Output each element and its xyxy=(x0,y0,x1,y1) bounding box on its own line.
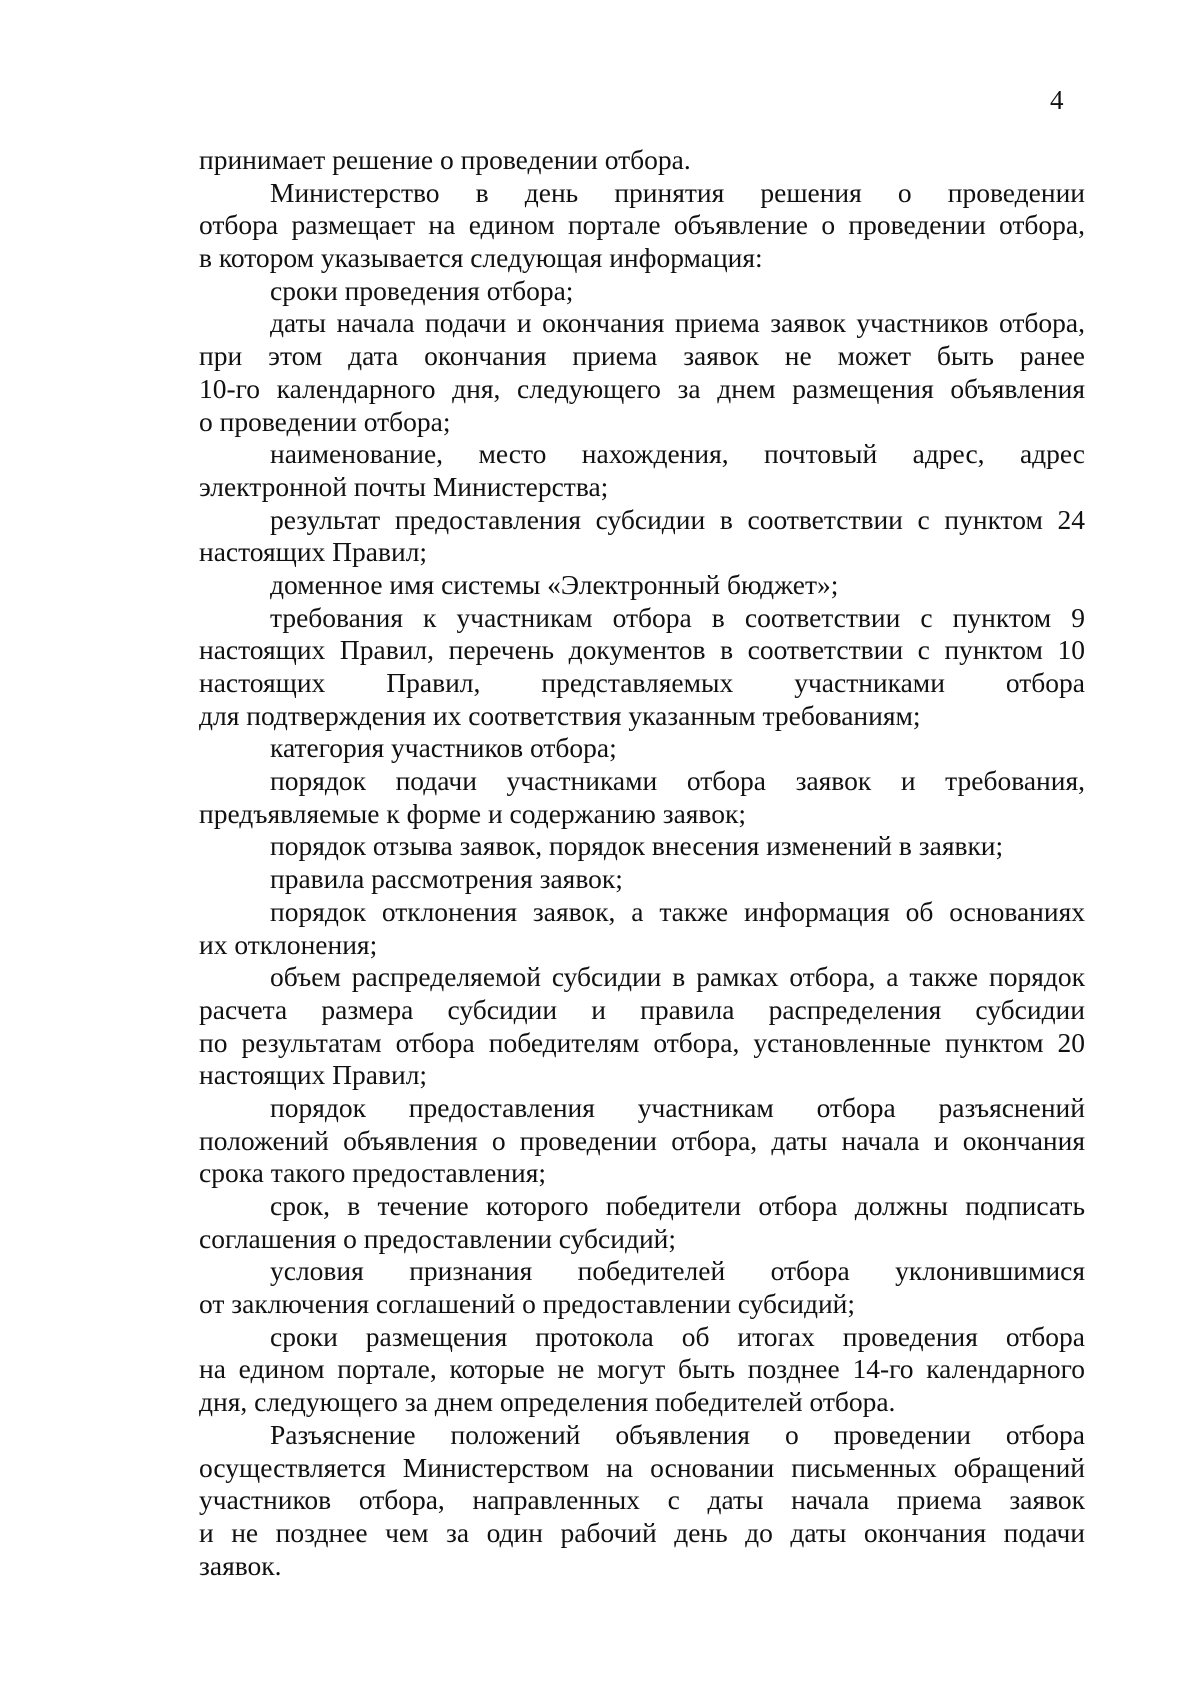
text-line: порядок отзыва заявок, порядок внесения изменений в заявки; xyxy=(270,830,1004,862)
text-line: категория участников отбора; xyxy=(270,732,617,764)
text-line: положений объявления о проведении отбора, даты начала и окончания xyxy=(199,1124,1085,1156)
text-line: для подтверждения их соответствия указанным требованиям; xyxy=(199,699,921,731)
text-line: даты начала подачи и окончания приема заявок участников отбора, xyxy=(270,307,1085,339)
text-line: порядок предоставления участникам отбора разъяснений xyxy=(270,1091,1085,1123)
text-line: условия признания победителей отбора уклонившимися xyxy=(270,1255,1085,1287)
text-line: срок, в течение которого победители отбора должны подписать xyxy=(270,1190,1085,1221)
text-line: отбора размещает на едином портале объявление о проведении отбора, xyxy=(199,209,1085,241)
text-line: от заключения соглашений о предоставлении субсидий; xyxy=(199,1288,856,1320)
text-line: их отклонения; xyxy=(199,928,378,960)
text-line: настоящих Правил, перечень документов в соответствии с пунктом 10 xyxy=(199,634,1085,666)
text-line: о проведении отбора; xyxy=(199,405,451,437)
text-line: объем распределяемой субсидии в рамках отбора, а также порядок xyxy=(270,961,1085,993)
text-line: настоящих Правил; xyxy=(199,536,428,568)
text-line: наименование, место нахождения, почтовый адрес, адрес xyxy=(270,438,1085,470)
text-line: при этом дата окончания приема заявок не может быть ранее xyxy=(199,340,1085,372)
text-line: настоящих Правил, представляемых участниками отбора xyxy=(199,667,1085,698)
text-line: и не позднее чем за один рабочий день до даты окончания подачи xyxy=(199,1516,1085,1548)
page-number: 4 xyxy=(1050,85,1064,115)
text-line: доменное имя системы «Электронный бюджет»; xyxy=(270,568,839,600)
text-line: срока такого предоставления; xyxy=(199,1157,546,1189)
text-line: порядок подачи участниками отбора заявок и требования, xyxy=(270,765,1085,797)
text-line: требования к участникам отбора в соответствии с пунктом 9 xyxy=(270,601,1085,633)
text-line: на едином портале, которые не могут быть позднее 14-го календарного xyxy=(199,1353,1085,1385)
text-line: Министерство в день принятия решения о проведении xyxy=(270,176,1085,208)
text-line: осуществляется Министерством на основании письменных обращений xyxy=(199,1451,1085,1483)
text-line: расчета размера субсидии и правила распределения субсидии xyxy=(199,993,1085,1025)
document-body xyxy=(199,144,1085,1582)
text-line: в котором указывается следующая информация: xyxy=(199,242,763,274)
text-line: 10-го календарного дня, следующего за днем размещения объявления xyxy=(199,372,1085,404)
text-line: принимает решение о проведении отбора. xyxy=(199,144,691,175)
text-line: соглашения о предоставлении субсидий; xyxy=(199,1222,677,1254)
text-line: Разъяснение положений объявления о проведении отбора xyxy=(270,1418,1085,1450)
text-line: по результатам отбора победителям отбора, установленные пунктом 20 xyxy=(199,1026,1085,1058)
text-line: настоящих Правил; xyxy=(199,1059,428,1091)
text-line: правила рассмотрения заявок; xyxy=(270,863,623,895)
text-line: результат предоставления субсидии в соответствии с пунктом 24 xyxy=(270,503,1085,535)
text-line: участников отбора, направленных с даты начала приема заявок xyxy=(199,1484,1085,1516)
text-line: дня, следующего за днем определения победителей отбора. xyxy=(199,1386,896,1418)
text-line: электронной почты Министерства; xyxy=(199,470,609,502)
text-line: сроки размещения протокола об итогах проведения отбора xyxy=(270,1320,1085,1352)
text-line: порядок отклонения заявок, а также информация об основаниях xyxy=(270,895,1085,927)
text-line: заявок. xyxy=(199,1549,282,1581)
text-line: сроки проведения отбора; xyxy=(270,274,574,306)
text-line: предъявляемые к форме и содержанию заявок; xyxy=(199,797,746,829)
